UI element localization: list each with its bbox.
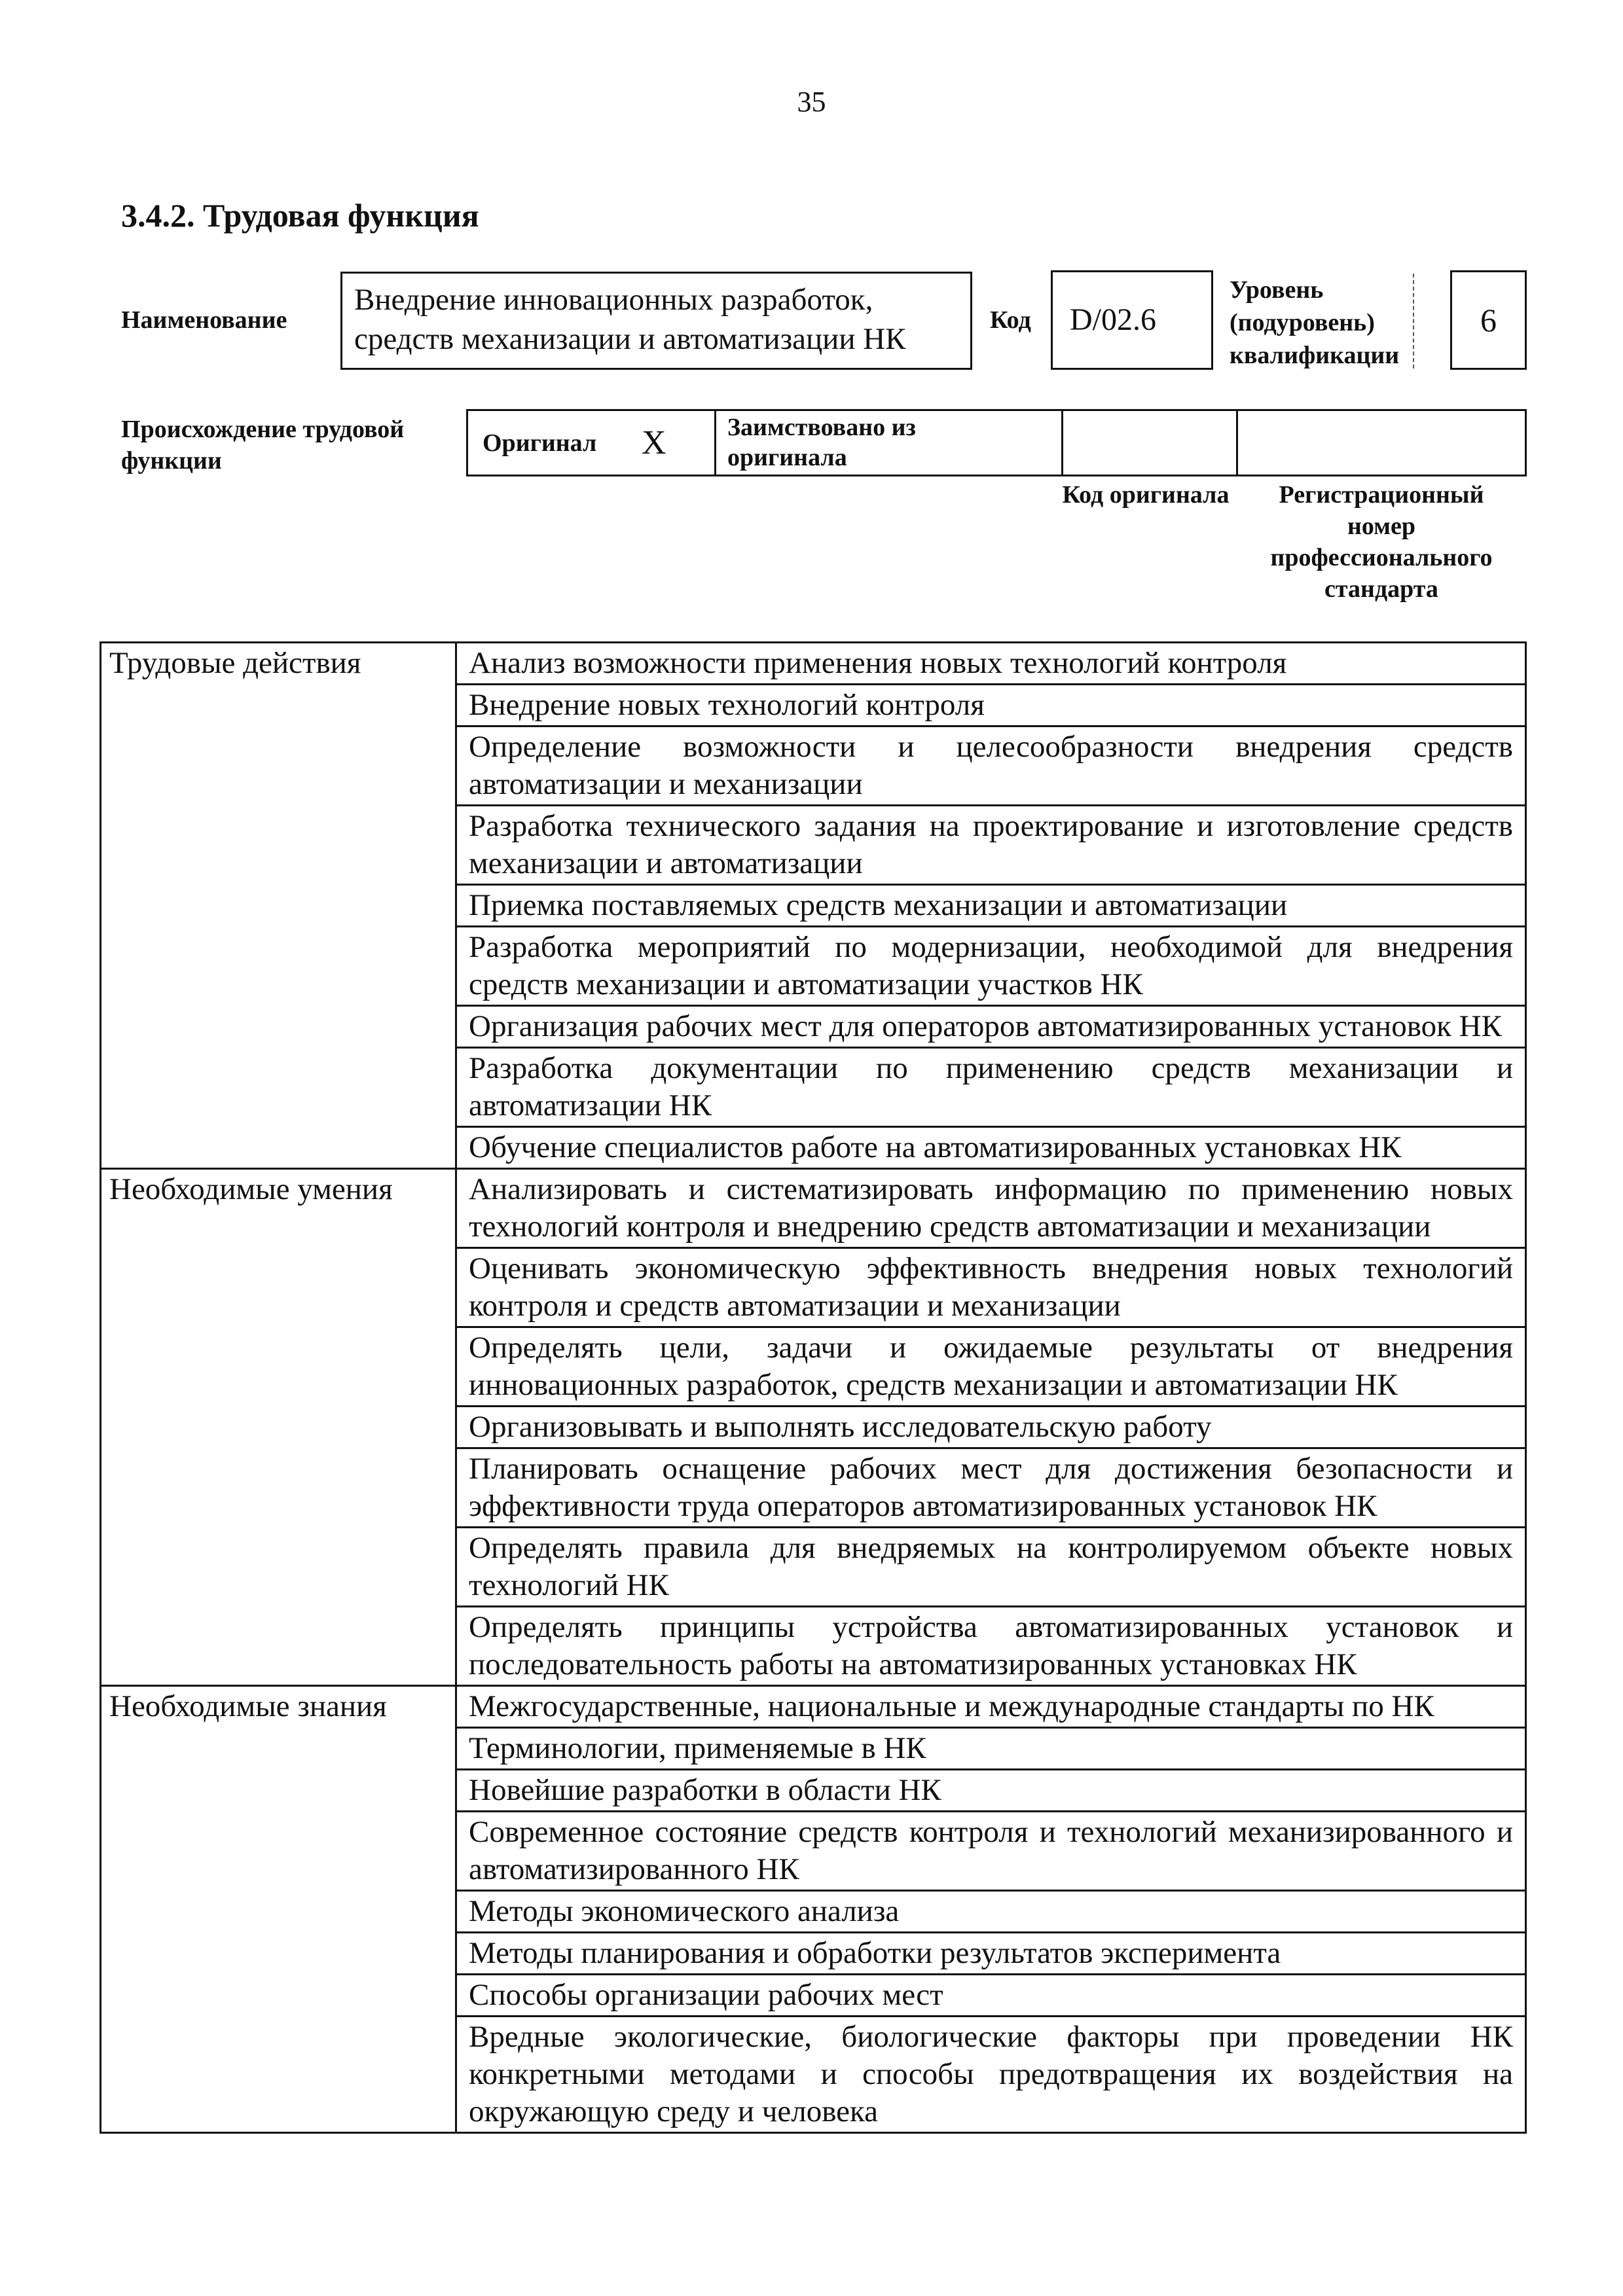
list-item: Оценивать экономическую эффективность внедрения новых технологий контроля и средств автоматизации и механизации [456, 1248, 1526, 1327]
list-item: Анализировать и систематизировать информацию по применению новых технологий контроля и внедрению средств автоматизации и механизации [456, 1169, 1526, 1248]
table-row [101, 1169, 1526, 1248]
list-item: Определять принципы устройства автоматизированных установок и последовательность работы на автоматизированных установках НК [456, 1607, 1526, 1686]
list-item: Методы экономического анализа [456, 1891, 1526, 1933]
divider [1236, 411, 1238, 475]
table-row [101, 1686, 1526, 1728]
list-item: Внедрение новых технологий контроля [456, 685, 1526, 726]
list-item: Обучение специалистов работе на автоматизированных установках НК [456, 1127, 1526, 1169]
code-box: D/02.6 [1051, 270, 1213, 370]
list-item: Новейшие разработки в области НК [456, 1770, 1526, 1812]
original-label: Оригинал [483, 429, 597, 457]
code-label: Код [990, 306, 1031, 334]
list-item: Определять правила для внедряемых на контролируемом объекте новых технологий НК [456, 1528, 1526, 1607]
labor-function-table [100, 641, 1527, 2134]
section-title-actions: Трудовые действия [101, 643, 456, 1169]
divider [1061, 411, 1063, 475]
list-item: Терминологии, применяемые в НК [456, 1728, 1526, 1770]
list-item: Анализ возможности применения новых технологий контроля [456, 643, 1526, 685]
list-item: Межгосударственные, национальные и международные стандарты по НК [456, 1686, 1526, 1728]
level-label: Уровень (подуровень) квалификации [1230, 274, 1414, 368]
list-item: Организация рабочих мест для операторов автоматизированных установок НК [456, 1006, 1526, 1048]
list-item: Приемка поставляемых средств механизации и автоматизации [456, 885, 1526, 927]
list-item: Способы организации рабочих мест [456, 1975, 1526, 2017]
function-name-box: Внедрение инновационных разработок, средств механизации и автоматизации НК [340, 272, 972, 370]
origin-table [466, 409, 1527, 476]
page-number: 35 [797, 86, 826, 118]
original-mark: X [642, 423, 666, 461]
list-item: Разработка документации по применению средств механизации и автоматизации НК [456, 1048, 1526, 1127]
section-title-knowledge: Необходимые знания [101, 1686, 456, 2133]
name-label: Наименование [121, 306, 287, 334]
code-original-caption: Код оригинала [1062, 481, 1230, 509]
list-item: Организовывать и выполнять исследовательскую работу [456, 1407, 1526, 1448]
level-box: 6 [1450, 270, 1527, 370]
section-title: 3.4.2. Трудовая функция [121, 197, 479, 234]
borrowed-label: Заимствовано из оригинала [727, 414, 916, 471]
list-item: Определение возможности и целесообразности внедрения средств автоматизации и механизации [456, 726, 1526, 806]
table-row [101, 643, 1526, 685]
list-item: Разработка мероприятий по модернизации, необходимой для внедрения средств механизации и автоматизации участков НК [456, 927, 1526, 1006]
list-item: Планировать оснащение рабочих мест для достижения безопасности и эффективности труда операторов автоматизированных установок НК [456, 1448, 1526, 1528]
list-item: Методы планирования и обработки результатов эксперимента [456, 1933, 1526, 1975]
list-item: Разработка технического задания на проектирование и изготовление средств механизации и автоматизации [456, 806, 1526, 885]
divider [714, 411, 716, 475]
reg-number-caption: Регистрационный номер профессионального стандарта [1270, 481, 1493, 603]
list-item: Современное состояние средств контроля и технологий механизированного и автоматизированного НК [456, 1812, 1526, 1891]
section-title-skills: Необходимые умения [101, 1169, 456, 1686]
origin-label: Происхождение трудовой функции [121, 416, 405, 475]
list-item: Определять цели, задачи и ожидаемые результаты от внедрения инновационных разработок, средств механизации и автоматизации НК [456, 1327, 1526, 1407]
list-item: Вредные экологические, биологические факторы при проведении НК конкретными методами и способы предотвращения их воздействия на окружающую среду и человека [456, 2017, 1526, 2133]
